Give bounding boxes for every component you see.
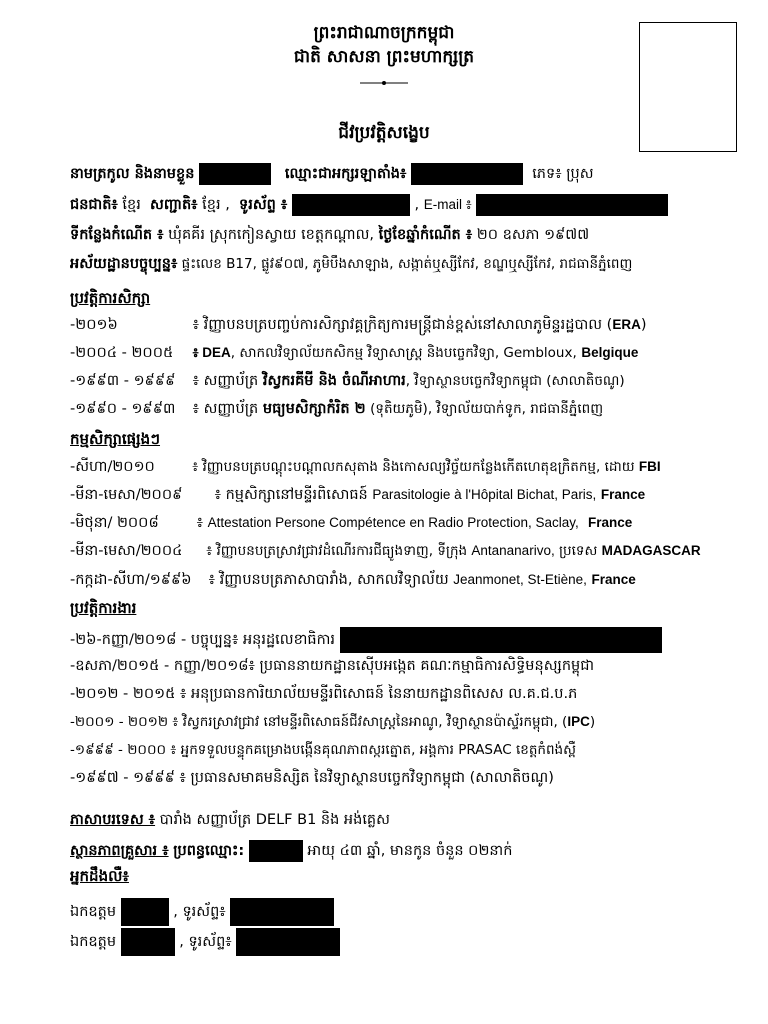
education-heading: ប្រវត្តិការសិក្សា (70, 289, 151, 307)
education-tail: ERA (612, 317, 641, 332)
work-row (70, 684, 577, 704)
education-date: -១៩៩៣ - ១៩៩៩ (70, 373, 176, 389)
education-row (70, 399, 603, 419)
education-text-2: (ទុតិយភូមិ), វិទ្យាល័យបាក់ទូក, រាជធានីភ្នំពេញ (370, 401, 604, 417)
work-text: -២៦-កញ្ញា/២០១៨ - បច្ចុប្បន្ន៖ អនុរដ្ឋលេខាធិការ (70, 632, 336, 648)
training-date: -មីនា-មេសា/២០០៤ (70, 543, 183, 559)
training-text: ៖ កម្មសិក្សានៅមន្ទីរពិសោធន៍ (214, 487, 368, 503)
education-date: -២០១៦ (70, 317, 118, 333)
work-row (70, 768, 554, 788)
training-latin: Jeanmonet, St-Etiène, (453, 572, 587, 587)
birthplace-label: ទីកន្លែងកំណើត ៖ (70, 227, 164, 243)
education-text: ៖ សញ្ញាប័ត្រ (192, 401, 259, 417)
training-tail: France (600, 487, 646, 502)
address-line (70, 254, 632, 274)
reference-row (70, 928, 340, 956)
work-row (70, 712, 595, 732)
education-date: -២០០៤ - ២០០៥ (70, 345, 174, 361)
languages-line (70, 810, 390, 830)
education-text: ៖ សញ្ញាប័ត្រ (192, 373, 259, 389)
training-date: -សីហា/២០១០ (70, 459, 155, 475)
redacted-spouse (249, 840, 303, 862)
training-latin: Parasitologie à l'Hôpital Bichat, Paris, (372, 487, 597, 502)
education-degree: ៖ DEA (192, 345, 231, 360)
training-row (70, 541, 701, 561)
education-date: -១៩៩០ - ១៩៩៣ (70, 401, 176, 417)
work-row (70, 627, 662, 653)
redacted-latin-name (411, 163, 523, 185)
training-tail: France (591, 572, 636, 587)
training-text: ៖ (196, 515, 203, 531)
email-separator: , (414, 197, 420, 213)
ornament-divider (360, 80, 408, 86)
sex-value: ប្រុស (566, 166, 594, 182)
birthplace-value: ឃុំគគីរ ស្រុកកៀនស្វាយ ខេត្តកណ្ដាល, (168, 227, 375, 243)
reference-title: ឯកឧត្តម (70, 904, 117, 920)
email-label: E-mail ៖ (423, 197, 472, 212)
redacted-reference-name (121, 898, 169, 926)
work-tail-end: ) (589, 714, 596, 730)
training-latin: Attestation Persone Compétence en Radio Protection, Saclay, (207, 515, 579, 530)
training-text-2: ប្រទេស (559, 543, 598, 559)
redacted-reference-name (121, 928, 175, 956)
work-tail: IPC (567, 714, 590, 729)
training-heading: កម្មសិក្សាផ្សេងៗ (70, 430, 161, 448)
education-text-2: , វិទ្យាស្ថានបច្ចេកវិទ្យាកម្ពុជា (សាលាតិចណូ) (405, 373, 625, 389)
family-value: អាយុ ៤៣ ឆ្នាំ, មានកូន ចំនួន ០២នាក់ (307, 843, 513, 859)
training-tail: France (588, 515, 633, 530)
redacted-reference-phone (230, 898, 334, 926)
education-tail-end: ) (640, 317, 647, 333)
languages-value: បារាំង សញ្ញាប័ត្រ DELF B1 និង អង់គ្លេស (159, 812, 390, 828)
dob-value: ២០ ឧសភា ១៩៧៧ (476, 227, 590, 243)
work-row (70, 656, 594, 676)
nationality-label: សញ្ជាតិ៖ (150, 197, 198, 213)
education-tail: Belgique (581, 345, 639, 360)
family-line (70, 840, 512, 862)
training-row (70, 457, 661, 477)
nationality-value: ខ្មែរ , (202, 197, 230, 213)
spouse-label: ប្រពន្ធឈ្មោះ: (173, 843, 245, 859)
training-tail: MADAGASCAR (601, 543, 701, 558)
work-text: -១៩៩៧ - ១៩៩៩ ៖ ប្រធានសមាគមនិស្សិត នៃវិទ្យាស្ថានបច្ចេកវិទ្យាកម្ពុជា (សាលាតិចណូ) (70, 770, 554, 786)
work-heading: ប្រវត្តិការងារ (70, 599, 137, 617)
reference-title: ឯកឧត្តម (70, 934, 117, 950)
dob-label: ថ្ងៃខែឆ្នាំកំណើត ៖ (378, 227, 473, 243)
reference-phone-label: , ទូរស័ព្ទ៖ (173, 904, 226, 920)
work-text: -១៩៩៩ - ២០០០ ៖ អ្នកទទួលបន្ទុកគម្រោងបង្កើនគុណភាពស្ករត្នោត, អង្គការ PRASAC ខេត្តកំពង់ស្ពឺ (70, 742, 576, 758)
redacted-position (340, 627, 662, 653)
redacted-reference-phone (236, 928, 340, 956)
education-text: ៖ វិញ្ញាបនបត្របញ្ចប់ការសិក្សាវគ្គក្រិត្យការមន្ត្រីជាន់ខ្ពស់នៅសាលាភូមិន្ទរដ្ឋបាល ( (192, 317, 613, 333)
training-row (70, 570, 636, 590)
reference-phone-label: , ទូរស័ព្ទ៖ (179, 934, 232, 950)
languages-label: ភាសាបរទេស ៖ (70, 812, 156, 828)
redacted-email (476, 194, 668, 216)
ethnicity-label: ជនជាតិ៖ (70, 197, 118, 213)
education-major: វិស្វករគីមី និង ចំណីអាហារ (262, 373, 406, 389)
latin-name-label: ឈ្មោះជាអក្សរឡាតាំង៖ (284, 166, 407, 182)
address-value: ផ្ទះលេខ B17, ផ្លូវ៩០៧, ភូមិបឹងសាឡាង, សង្កាត់ឬស្សីកែវ, ខណ្ឌឬស្សីកែវ, រាជធានីភ្នំពេញ (181, 256, 633, 272)
work-text: -ឧសភា/២០១៥ - កញ្ញា/២០១៨៖ ប្រធាននាយកដ្ឋានស៊ើបអង្កេត គណៈកម្មាធិការសិទ្ធិមនុស្សកម្ពុជា (70, 658, 595, 674)
name-label: នាមត្រកូល និងនាមខ្លួន (70, 166, 195, 182)
education-row (70, 343, 638, 363)
ethnicity-value: ខ្មែរ (122, 197, 141, 213)
redacted-phone (292, 194, 410, 216)
education-text: , សាកលវិទ្យាល័យកសិកម្ម វិទ្យាសាស្ត្រ និងបច្ចេកវិទ្យា, Gembloux, (230, 345, 577, 361)
redacted-name (199, 163, 271, 185)
education-row (70, 315, 647, 335)
training-text: ៖ វិញ្ញាបនបត្រភាសាបារាំង, សាកលវិទ្យាល័យ (208, 572, 449, 588)
family-label: ស្ថានភាពគ្រួសារ ៖ (70, 843, 169, 859)
training-text: ៖ វិញ្ញាបនបត្រស្រាវជ្រាវដំណើរការជីធ្យូងទាញ, ទីក្រុង (206, 543, 468, 559)
work-row (70, 740, 576, 760)
birthplace-line (70, 225, 589, 245)
references-heading: អ្នកដឹងលឺ៖ (70, 867, 129, 885)
address-label: អស័យដ្ឋានបច្ចុប្បន្ន៖ (70, 256, 178, 272)
training-latin: Antananarivo, (471, 543, 555, 558)
sex-label: ភេទ៖ (532, 166, 562, 182)
phone-label: ទូរស័ព្ទ ៖ (239, 197, 288, 213)
training-row (70, 485, 645, 505)
training-row (70, 513, 632, 533)
ethnicity-line (70, 194, 668, 216)
name-line (70, 163, 594, 185)
work-text: -២០០១ - ២០១២ ៖ វិស្វករស្រាវជ្រាវ នៅមន្ទីរពិសោធន៍ជីវសាស្ត្រនៃអាណូ, វិទ្យាស្ថានប៉ាស្ទ័រកម្ពុជា, ( (70, 714, 568, 730)
education-row (70, 371, 625, 391)
training-tail: FBI (638, 459, 661, 474)
education-major: មធ្យមសិក្សាកំរិត ២ (262, 401, 366, 417)
training-date: -មិថុនា/ ២០០៨ (70, 515, 159, 531)
training-date: -មីនា-មេសា/២០០៩ (70, 487, 183, 503)
document-title: ជីវប្រវត្តិសង្ខេប (338, 123, 430, 143)
reference-row (70, 898, 334, 926)
training-text: ៖ វិញ្ញាបនបត្របណ្ដុះបណ្ដាលកសុតាង និងកោសល្យវិច្ច័យកន្លែងកើតហេតុឧក្រិតកម្ម, ដោយ (192, 459, 635, 475)
training-date: -កក្កដា-សីហា/១៩៩៦ (70, 572, 192, 588)
kingdom-heading: ព្រះរាជាណាចក្រកម្ពុជា (313, 23, 455, 43)
work-text: -២០១២ - ២០១៥ ៖ អនុប្រធានការិយាល័យមន្ទីរពិសោធន៍ នៃនាយកដ្ឋានពិសេស ល.គ.ជ.ប.ភ (70, 686, 578, 702)
motto-heading: ជាតិ សាសនា ព្រះមហាក្សត្រ (293, 47, 475, 67)
